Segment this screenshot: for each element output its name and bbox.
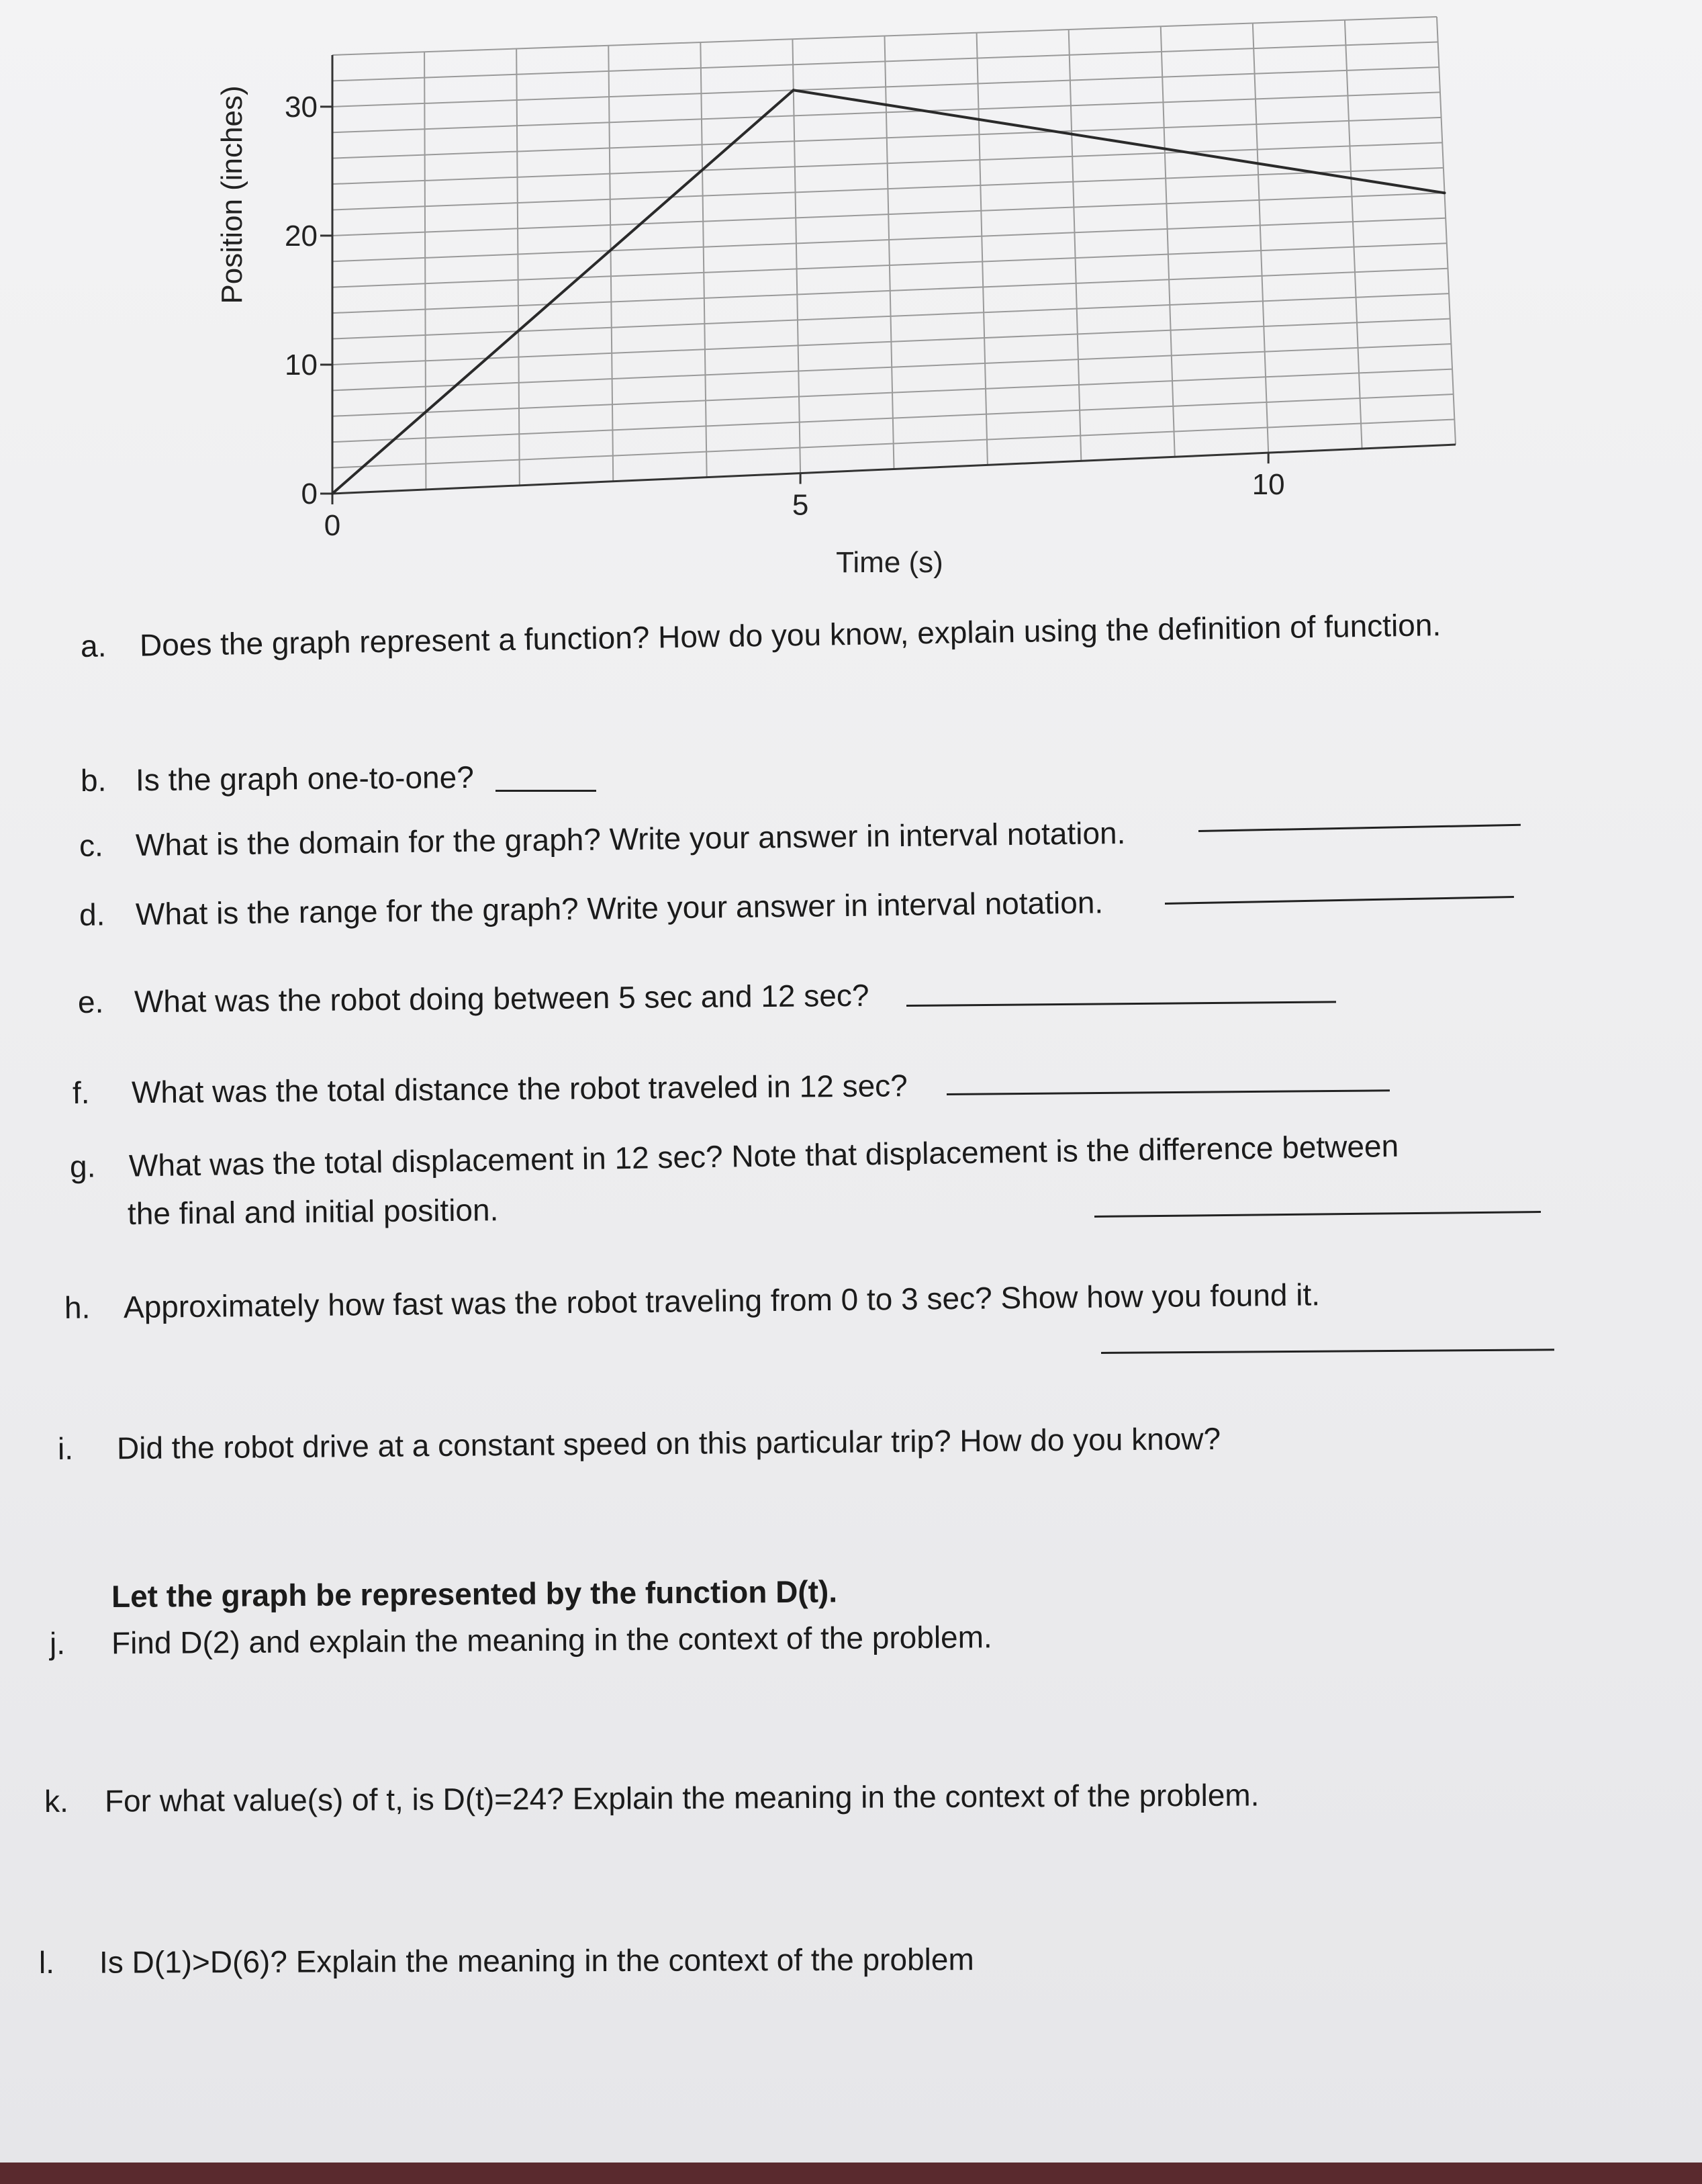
answer-line-b[interactable]: [495, 790, 596, 792]
answer-line-h[interactable]: [1101, 1349, 1554, 1354]
question-f: [73, 1067, 908, 1111]
question-text: Find D(2) and explain the meaning in the context of the problem.: [111, 1619, 992, 1661]
data-point: [792, 89, 795, 91]
answer-line-c[interactable]: [1198, 824, 1521, 832]
grid-line-vertical: [608, 46, 613, 482]
question-text: For what value(s) of t, is D(t)=24? Explain the meaning in the context of the problem.: [104, 1777, 1260, 1819]
question-letter: f.: [72, 1075, 90, 1110]
question-letter: c.: [79, 827, 104, 863]
question-text: Did the robot drive at a constant speed on this particular trip? How do you know?: [116, 1420, 1221, 1466]
x-axis-title: Time (s): [836, 546, 943, 579]
question-text: Approximately how fast was the robot traveling from 0 to 3 sec? Show how you found it.: [123, 1277, 1321, 1325]
question-i: [58, 1420, 1221, 1467]
question-text: What is the range for the graph? Write your answer in interval notation.: [135, 884, 1104, 931]
question-g: [70, 1128, 1399, 1185]
question-b: [81, 759, 474, 799]
y-axis-title: Position (inches): [216, 85, 248, 304]
grid-line-vertical: [700, 42, 706, 477]
grid-line-vertical: [1161, 26, 1175, 457]
question-letter: g.: [69, 1148, 96, 1184]
graph-grid: [332, 17, 1456, 494]
x-tick-label: 0: [324, 509, 341, 542]
x-tick-label: 5: [792, 488, 809, 522]
grid-line-vertical: [1437, 17, 1456, 445]
grid-line-vertical: [1253, 24, 1268, 453]
y-tick-label: 0: [301, 477, 318, 510]
grid-line-vertical: [792, 39, 800, 473]
intro-text: Let the graph be represented by the function D(t).: [111, 1574, 838, 1614]
question-letter: b.: [80, 762, 107, 798]
question-text: What was the total distance the robot traveled in 12 sec?: [131, 1068, 908, 1110]
data-point: [1444, 191, 1446, 194]
y-tick-label: 10: [285, 348, 318, 381]
question-letter: i.: [57, 1430, 74, 1466]
answer-line-g[interactable]: [1094, 1211, 1541, 1218]
question-letter: l.: [38, 1944, 55, 1980]
y-tick-label: 30: [285, 90, 318, 124]
answer-line-e[interactable]: [906, 1001, 1336, 1007]
function-intro: [111, 1573, 837, 1615]
grid-line-vertical: [885, 36, 894, 469]
question-text: Is D(1)>D(6)? Explain the meaning in the context of the problem: [99, 1942, 974, 1980]
question-a: [81, 606, 1441, 665]
position-line: [332, 90, 1445, 494]
question-letter: a.: [80, 628, 107, 664]
question-letter: h.: [64, 1289, 91, 1325]
question-text: the final and initial position.: [127, 1192, 499, 1231]
position-time-graph: [0, 0, 1702, 604]
question-letter: k.: [44, 1783, 68, 1819]
question-k: [44, 1777, 1260, 1821]
question-text: What is the domain for the graph? Write your answer in interval notation.: [135, 815, 1126, 862]
x-tick-label: 10: [1251, 468, 1285, 502]
grid-line-vertical: [516, 49, 520, 486]
question-text: Is the graph one-to-one?: [135, 759, 475, 798]
question-letter: j.: [49, 1625, 66, 1661]
grid-line-vertical: [424, 52, 426, 490]
question-text: What was the robot doing between 5 sec and 12 sec?: [134, 977, 869, 1019]
question-d: [79, 884, 1104, 934]
question-l: [39, 1941, 974, 1981]
question-c: [79, 815, 1126, 864]
grid-line-vertical: [1345, 20, 1362, 449]
question-j: [50, 1619, 992, 1662]
question-text: What was the total displacement in 12 sec? Note that displacement is the difference between: [128, 1128, 1399, 1183]
question-letter: e.: [77, 984, 104, 1019]
grid-line-vertical: [977, 33, 988, 465]
answer-line-f[interactable]: [947, 1089, 1390, 1095]
y-tick-label: 20: [285, 219, 318, 253]
question-h: [64, 1276, 1321, 1326]
answer-line-d[interactable]: [1165, 896, 1514, 905]
grid-line-vertical: [1069, 30, 1082, 461]
question-e: [78, 977, 869, 1021]
question-letter: d.: [79, 897, 105, 932]
data-point: [331, 492, 334, 495]
graph-series: [331, 89, 1446, 495]
table-edge: [0, 2163, 1702, 2184]
question-g-continued: [128, 1191, 499, 1232]
question-text: Does the graph represent a function? How do you know, explain using the definition of function.: [139, 607, 1441, 663]
